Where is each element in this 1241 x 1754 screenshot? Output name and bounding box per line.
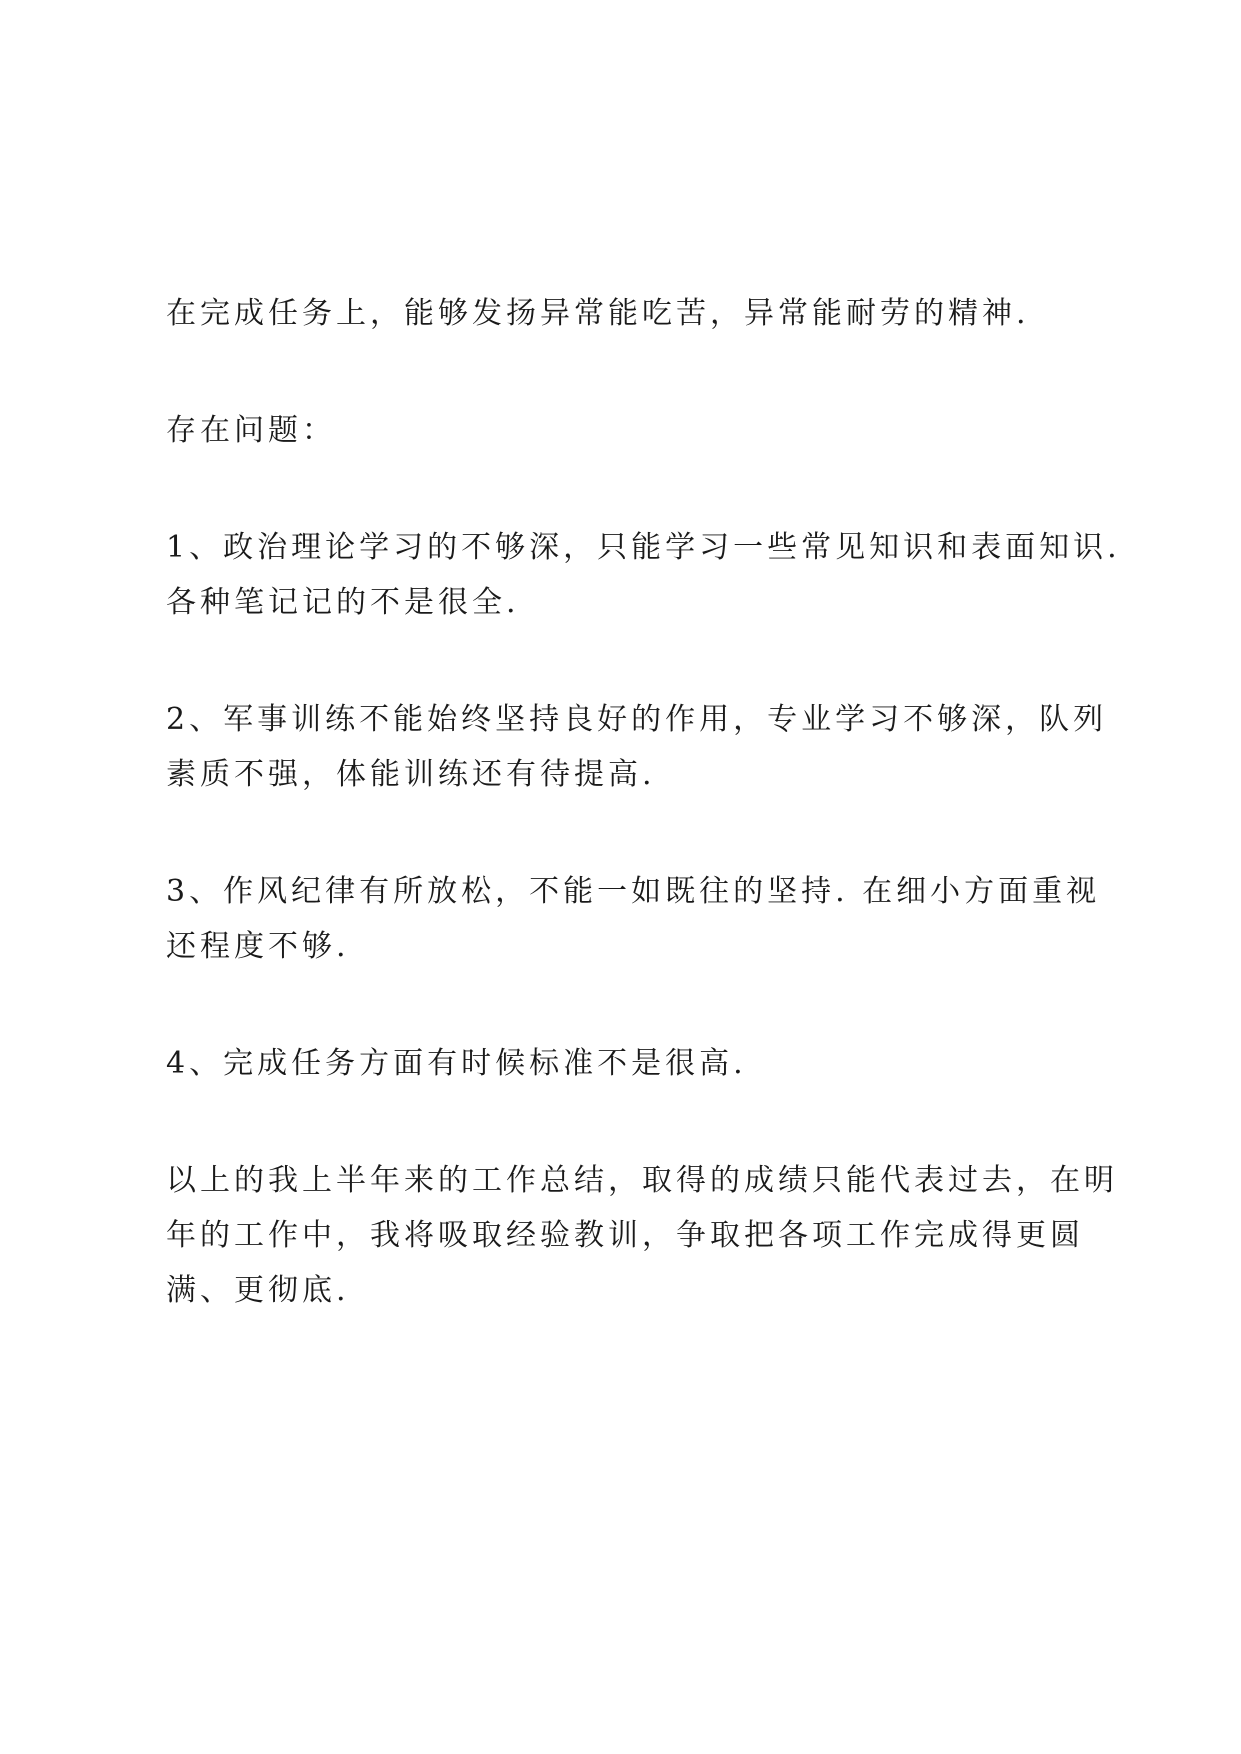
paragraph-spirit <box>166 286 1106 341</box>
text-line: 在完成任务上，能够发扬异常能吃苦，异常能耐劳的精神. <box>166 296 1030 331</box>
text-line: 素质不强，体能训练还有待提高. <box>166 757 656 792</box>
text-line: 年的工作中，我将吸取经验教训，争取把各项工作完成得更圆 <box>166 1218 1084 1253</box>
paragraph-item-3 <box>166 864 1106 974</box>
text-line: 以上的我上半年来的工作总结，取得的成绩只能代表过去，在明 <box>166 1163 1118 1198</box>
text-line: 4、完成任务方面有时候标准不是很高. <box>166 1046 747 1081</box>
text-line: 满、更彻底. <box>166 1273 350 1308</box>
paragraph-summary <box>166 1153 1118 1318</box>
paragraph-item-4 <box>166 1036 1106 1091</box>
text-line: 3、作风纪律有所放松，不能一如既往的坚持. 在细小方面重视 <box>166 874 1101 909</box>
text-line: 各种笔记记的不是很全. <box>166 585 520 620</box>
text-line: 1、政治理论学习的不够深，只能学习一些常见知识和表面知识. <box>166 530 1121 565</box>
paragraph-item-2 <box>166 692 1106 802</box>
text-line: 还程度不够. <box>166 929 350 964</box>
paragraph-item-1 <box>166 520 1121 630</box>
text-line: 2、军事训练不能始终坚持良好的作用，专业学习不够深，队列 <box>166 702 1108 737</box>
text-line: 存在问题： <box>166 413 336 448</box>
paragraph-problems-heading <box>166 403 1106 458</box>
